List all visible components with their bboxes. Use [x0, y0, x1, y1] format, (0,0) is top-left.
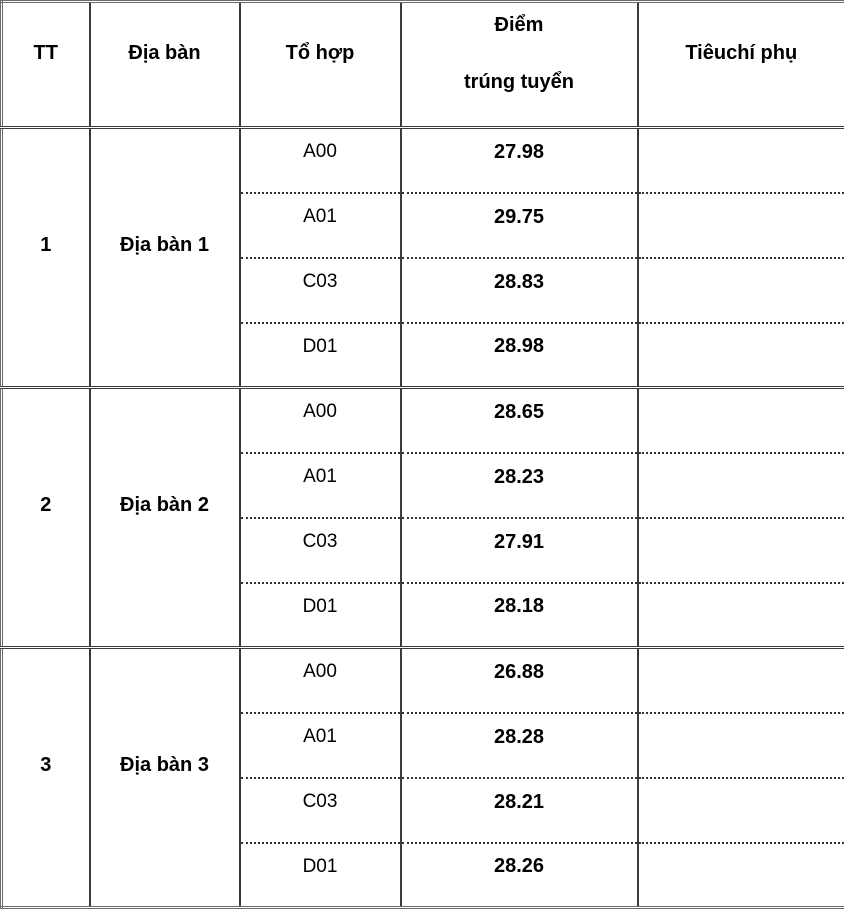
header-row: [2, 2, 844, 128]
header-diem-trung-tuyen: [401, 2, 638, 128]
tt-cell: 2: [2, 388, 90, 648]
header-to-hop: Tổ hợp: [240, 2, 401, 128]
header-diem-line2: trúng tuyển: [464, 70, 574, 93]
combo-cell: A00: [240, 128, 401, 193]
score-cell: 28.83: [401, 258, 638, 323]
combo-cell: C03: [240, 778, 401, 843]
criteria-cell: [638, 388, 844, 453]
combo-cell: D01: [240, 583, 401, 648]
header-tieu-chi-phu: Tiêuchí phụ: [638, 2, 844, 128]
combo-cell: A01: [240, 713, 401, 778]
score-cell: 29.75: [401, 193, 638, 258]
table-row: [2, 128, 844, 193]
score-cell: 27.91: [401, 518, 638, 583]
criteria-cell: [638, 258, 844, 323]
tt-cell: 3: [2, 648, 90, 908]
criteria-cell: [638, 713, 844, 778]
score-cell: 27.98: [401, 128, 638, 193]
table-header: [2, 2, 844, 128]
table-body: [2, 128, 844, 908]
score-cell: 28.98: [401, 323, 638, 388]
criteria-cell: [638, 323, 844, 388]
score-cell: 28.21: [401, 778, 638, 843]
combo-cell: A00: [240, 648, 401, 713]
header-dia-ban: Địa bàn: [90, 2, 240, 128]
combo-cell: C03: [240, 258, 401, 323]
combo-cell: A01: [240, 193, 401, 258]
table-row: [2, 648, 844, 713]
area-cell: Địa bàn 3: [90, 648, 240, 908]
combo-cell: D01: [240, 843, 401, 908]
score-cell: 28.26: [401, 843, 638, 908]
table-row: [2, 388, 844, 453]
area-cell: Địa bàn 1: [90, 128, 240, 388]
criteria-cell: [638, 583, 844, 648]
criteria-cell: [638, 193, 844, 258]
combo-cell: C03: [240, 518, 401, 583]
criteria-cell: [638, 843, 844, 908]
score-cell: 28.23: [401, 453, 638, 518]
header-diem-line1: Điểm: [494, 13, 544, 36]
criteria-cell: [638, 453, 844, 518]
score-cell: 28.28: [401, 713, 638, 778]
combo-cell: A01: [240, 453, 401, 518]
criteria-cell: [638, 518, 844, 583]
score-cell: 28.18: [401, 583, 638, 648]
criteria-cell: [638, 648, 844, 713]
combo-cell: A00: [240, 388, 401, 453]
combo-cell: D01: [240, 323, 401, 388]
score-cell: 26.88: [401, 648, 638, 713]
score-cell: 28.65: [401, 388, 638, 453]
area-cell: Địa bàn 2: [90, 388, 240, 648]
tt-cell: 1: [2, 128, 90, 388]
header-tt: TT: [2, 2, 90, 128]
criteria-cell: [638, 778, 844, 843]
criteria-cell: [638, 128, 844, 193]
